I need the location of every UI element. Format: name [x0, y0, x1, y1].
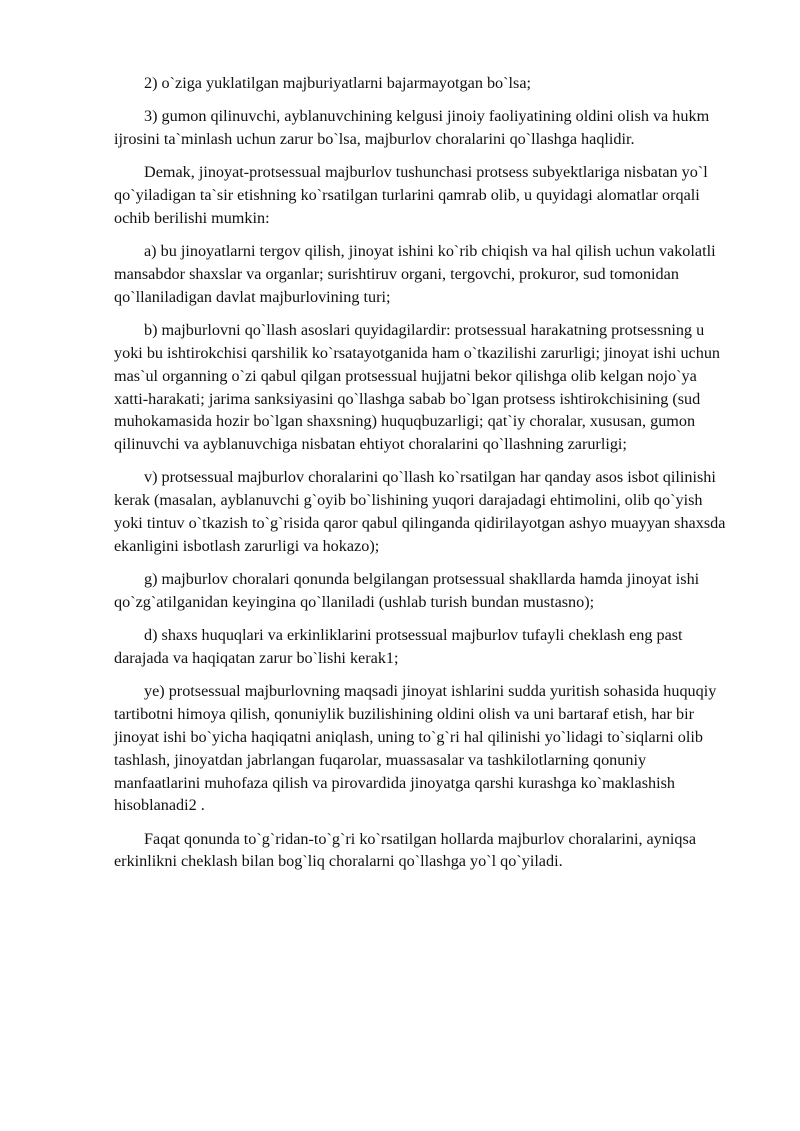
paragraph-conclusion: Faqat qonunda to`g`ridan-to`g`ri ko`rsatilgan hollarda majburlov choralarini, ayniqsa erkinlikni cheklash bilan bog`liq choralarni qo`llashga yo`l qo`yiladi. — [114, 829, 697, 871]
document-page — [114, 72, 730, 884]
paragraph-b: b) majburlovni qo`llash asoslari quyidagilardir: protsessual harakatning protsessning u yoki bu ishtirokchisi qarshilik ko`rsatayotganida ham o`tkazilishi zarurligi; jinoyat ishi uchun mas`ul organning o`zi qabul qilgan protsessual hujjatni bekor qilishga olib kelgan nojo`ya xatti-harakati; jarima sanksiyasini qo`llashga sabab bo`lgan protsess ishtirokchisining (sud muhokamasida hozir bo`lgan shaxsning) huquqbuzarligi; qat`iy choralar, xususan, gumon qilinuvchi va ayblanuvchiga nisbatan ehtiyot choralarini qo`llashning zarurligi; — [114, 321, 721, 454]
paragraph-ye: ye) protsessual majburlovning maqsadi jinoyat ishlarini sudda yuritish sohasida huquqiy tartibotni himoya qilish, qonuniylik buzilishining oldini olish va uni bartaraf etish, har bir jinoyat ishi bo`yicha haqiqatni aniqlash, uning to`g`ri hal qilinishi yo`lidagi to`siqlarni olib tashlash, jinoyatdan jabrlangan fuqarolar, muassasalar va tashkilotlarning qonuniy manfaatlarini muhofaza qilish va pirovardida jinoyatga qarshi kurashga ko`maklashish hisoblanadi2 . — [114, 682, 717, 815]
paragraph-a: a) bu jinoyatlarni tergov qilish, jinoyat ishini ko`rib chiqish va hal qilish uchun vakolatli mansabdor shaxslar va organlar; surishtiruv organi, tergovchi, prokuror, sud tomonidan qo`llaniladigan davlat majburlovining turi; — [114, 242, 716, 306]
paragraph-d: d) shaxs huquqlari va erkinliklarini protsessual majburlov tufayli cheklash eng past darajada va haqiqatan zarur bo`lishi kerak1; — [114, 626, 683, 668]
paragraph-v: v) protsessual majburlov choralarini qo`llash ko`rsatilgan har qanday asos isbot qilinishi kerak (masalan, ayblanuvchi g`oyib bo`lishining yuqori darajadagi ehtimolini, olib qo`yish yoki tintuv o`tkazish to`g`risida qaror qabul qilinganda qidirilayotgan ashyo muayyan shaxsda ekanligini isbotlash zarurligi va hokazo); — [114, 468, 726, 555]
paragraph-definition: Demak, jinoyat-protsessual majburlov tushunchasi protsess subyektlariga nisbatan yo`l qo`yiladigan ta`sir etishning ko`rsatilgan turlarini qamrab olib, u quyidagi alomatlar orqali ochib berilishi mumkin: — [114, 163, 708, 227]
paragraph-g: g) majburlov choralari qonunda belgilangan protsessual shakllarda hamda jinoyat ishi qo`zg`atilganidan keyingina qo`llaniladi (ushlab turish bundan mustasno); — [114, 570, 700, 611]
paragraph-item-2: 2) o`ziga yuklatilgan majburiyatlarni bajarmayotgan bo`lsa; — [144, 74, 532, 92]
paragraph-item-3: 3) gumon qilinuvchi, ayblanuvchining kelgusi jinoiy faoliyatining oldini olish va hukm ijrosini ta`minlash uchun zarur bo`lsa, majburlov choralarini qo`llashga haqlidir. — [114, 107, 710, 149]
